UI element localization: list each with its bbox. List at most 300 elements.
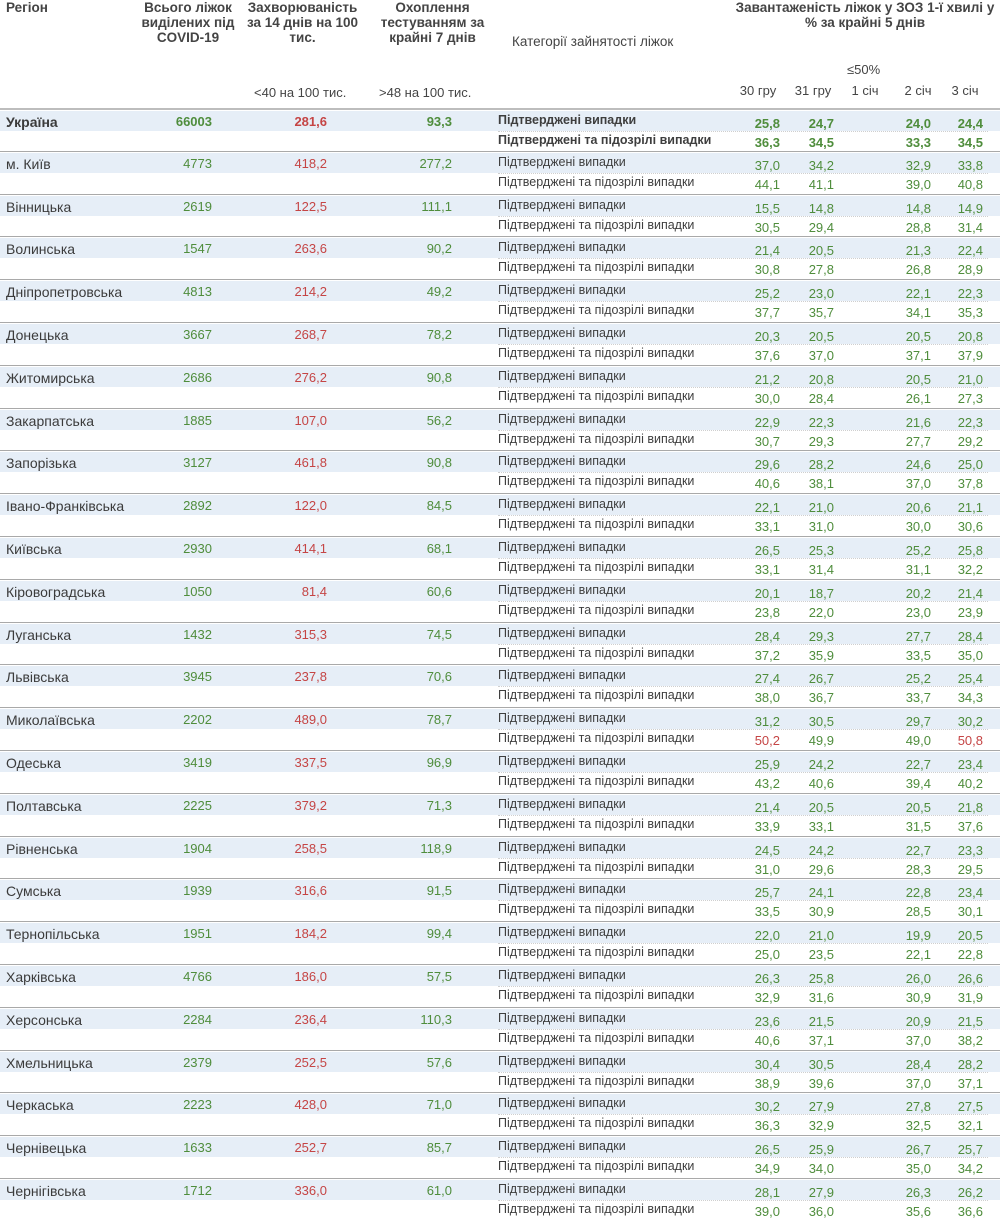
incidence-value: 336,0	[294, 1183, 327, 1198]
load-suspected-value: 30,9	[808, 904, 834, 920]
load-suspected-value: 29,2	[957, 433, 983, 449]
load-suspected-value: 50,8	[957, 733, 983, 749]
load-suspected-value: 33,5	[754, 904, 780, 920]
testing-header: Охоплення тестуванням за крайні 7 днів	[380, 0, 485, 45]
category-suspected: Підтверджені та підозрілі випадки	[498, 988, 695, 1002]
load-suspected-value: 30,0	[754, 390, 780, 406]
load-suspected-value: 33,1	[754, 562, 780, 577]
load-suspected-value: 37,0	[905, 476, 931, 492]
load-suspected-value: 23,0	[905, 604, 931, 620]
table-row	[0, 1050, 1000, 1094]
beds-value: 1547	[183, 241, 212, 257]
incidence-value: 315,3	[294, 626, 327, 642]
load-confirmed-value: 28,4	[754, 628, 780, 644]
load-suspected-value: 49,9	[808, 733, 834, 749]
table-row	[0, 236, 1000, 280]
load-suspected-value: 38,2	[957, 1032, 983, 1048]
category-confirmed: Підтверджені випадки	[498, 326, 626, 340]
incidence-value: 263,6	[294, 241, 327, 257]
load-suspected-value: 33,1	[808, 818, 834, 834]
load-suspected-value: 37,1	[808, 1032, 834, 1048]
load-suspected-value: 34,0	[808, 1161, 834, 1177]
load-suspected-value: 29,6	[808, 861, 834, 877]
beds-value: 1951	[183, 926, 212, 942]
testing-value: 57,5	[426, 969, 452, 984]
row-divider	[498, 644, 988, 645]
load-suspected-value: 28,9	[957, 262, 983, 278]
load-confirmed-value: 23,0	[808, 286, 834, 302]
load-confirmed-value: 29,6	[754, 457, 780, 473]
load-suspected-value: 32,2	[957, 562, 983, 577]
testing-value: 78,7	[426, 712, 452, 728]
load-confirmed-value: 25,4	[957, 671, 983, 687]
load-suspected-value: 30,5	[754, 219, 780, 235]
category-confirmed: Підтверджені випадки	[498, 540, 626, 554]
category-suspected: Підтверджені та підозрілі випадки	[498, 859, 695, 874]
region-name: Київська	[6, 541, 62, 557]
load-suspected-value: 27,7	[905, 433, 931, 449]
row-divider	[498, 1072, 988, 1073]
load-suspected-value: 22,8	[957, 947, 983, 963]
table-row	[0, 108, 1000, 153]
load-confirmed-value: 22,1	[754, 500, 780, 516]
row-divider	[498, 558, 988, 559]
load-suspected-value: 39,6	[808, 1075, 834, 1091]
load-confirmed-value: 27,7	[905, 628, 931, 644]
testing-value: 57,6	[426, 1054, 452, 1070]
load-confirmed-value: 20,2	[905, 585, 931, 601]
load-confirmed-value: 20,8	[808, 371, 834, 387]
load-suspected-value: 36,0	[808, 1204, 834, 1219]
beds-value: 4773	[183, 155, 212, 171]
load-confirmed-value: 19,9	[905, 928, 931, 944]
testing-value: 93,3	[426, 114, 452, 129]
incidence-value: 428,0	[294, 1097, 327, 1113]
incidence-value: 184,2	[294, 926, 327, 942]
table-header	[0, 0, 1000, 108]
region-name: Вінницька	[6, 198, 72, 215]
testing-threshold: >48 на 100 тис.	[379, 85, 472, 100]
load-suspected-value: 35,6	[905, 1204, 931, 1219]
region-name: Кіровоградська	[6, 583, 106, 600]
region-name: Харківська	[6, 969, 76, 985]
day-header: 31 гру	[794, 83, 832, 98]
region-name: Тернопільська	[6, 926, 100, 943]
load-confirmed-value: 14,9	[957, 200, 983, 216]
load-confirmed-value: 22,0	[754, 928, 780, 944]
testing-value: 68,1	[426, 541, 452, 556]
category-confirmed: Підтверджені випадки	[498, 283, 626, 298]
load-suspected-value: 34,5	[957, 135, 983, 150]
row-divider	[498, 131, 988, 132]
load-confirmed-value: 22,3	[957, 414, 983, 430]
load-confirmed-value: 20,6	[905, 500, 931, 516]
beds-value: 2225	[183, 797, 212, 813]
table-row	[0, 194, 1000, 238]
load-suspected-value: 37,8	[957, 476, 983, 492]
load-confirmed-value: 28,2	[957, 1056, 983, 1072]
incidence-value: 81,4	[301, 583, 327, 599]
category-suspected: Підтверджені та підозрілі випадки	[498, 431, 695, 446]
load-suspected-value: 28,4	[808, 390, 834, 406]
region-name: Херсонська	[6, 1011, 83, 1028]
load-confirmed-value: 21,2	[754, 371, 780, 387]
load-confirmed-value: 21,4	[754, 799, 780, 815]
category-confirmed: Підтверджені випадки	[498, 497, 626, 512]
row-divider	[498, 858, 988, 859]
load-suspected-value: 37,6	[957, 818, 983, 834]
table-row	[0, 493, 1000, 537]
load-suspected-value: 36,6	[957, 1204, 983, 1219]
beds-value: 66003	[175, 114, 212, 129]
load-suspected-value: 38,1	[808, 476, 834, 492]
category-confirmed: Підтверджені випадки	[498, 1096, 626, 1111]
load-suspected-value: 29,3	[808, 433, 834, 449]
table-row	[0, 1092, 1000, 1136]
table-row	[0, 279, 1000, 323]
incidence-value: 414,1	[294, 541, 327, 556]
category-confirmed: Підтверджені випадки	[498, 625, 626, 640]
category-confirmed: Підтверджені випадки	[498, 925, 626, 940]
load-suspected-value: 32,1	[957, 1118, 983, 1134]
load-suspected-value: 36,7	[808, 690, 834, 706]
category-suspected: Підтверджені та підозрілі випадки	[498, 816, 695, 831]
incidence-value: 122,5	[294, 198, 327, 214]
beds-value: 2686	[183, 369, 212, 385]
load-confirmed-value: 27,9	[808, 1185, 834, 1200]
beds-value: 2930	[183, 541, 212, 556]
load-confirmed-value: 32,9	[905, 157, 931, 173]
load-confirmed-value: 21,0	[957, 371, 983, 387]
beds-value: 1904	[183, 840, 212, 856]
load-suspected-value: 26,1	[905, 390, 931, 406]
row-divider	[498, 900, 988, 901]
category-suspected: Підтверджені та підозрілі випадки	[498, 645, 695, 660]
beds-value: 3419	[183, 755, 212, 770]
load-confirmed-value: 25,7	[957, 1142, 983, 1158]
load-confirmed-value: 24,7	[808, 116, 834, 131]
category-suspected: Підтверджені та підозрілі випадки	[498, 688, 695, 703]
load-confirmed-value: 30,2	[754, 1099, 780, 1115]
load-confirmed-value: 34,2	[808, 157, 834, 173]
category-suspected: Підтверджені та підозрілі випадки	[498, 602, 695, 617]
table-row	[0, 579, 1000, 623]
load-confirmed-value: 28,4	[957, 628, 983, 644]
beds-value: 4766	[183, 969, 212, 984]
load-confirmed-value: 25,9	[754, 757, 780, 772]
testing-value: 277,2	[419, 155, 452, 171]
table-row	[0, 836, 1000, 880]
load-suspected-value: 31,4	[808, 562, 834, 577]
testing-value: 71,0	[426, 1097, 452, 1113]
category-confirmed: Підтверджені випадки	[498, 1053, 626, 1068]
load-suspected-value: 49,0	[905, 733, 931, 749]
row-divider	[498, 1029, 988, 1030]
category-confirmed: Підтверджені випадки	[498, 154, 626, 169]
region-name: Україна	[6, 114, 58, 130]
load-suspected-value: 30,7	[754, 433, 780, 449]
beds-value: 2379	[183, 1054, 212, 1070]
category-confirmed: Підтверджені випадки	[498, 754, 626, 768]
load-confirmed-value: 21,6	[905, 414, 931, 430]
load-suspected-value: 27,8	[808, 262, 834, 278]
load-confirmed-value: 22,3	[808, 414, 834, 430]
load-suspected-value: 40,6	[754, 476, 780, 492]
testing-value: 60,6	[426, 583, 452, 599]
day-header: 2 січ	[904, 83, 932, 98]
load-suspected-value: 28,3	[905, 861, 931, 877]
load-suspected-value: 31,5	[905, 818, 931, 834]
beds-value: 4813	[183, 284, 212, 300]
region-name: Рівненська	[6, 840, 78, 857]
load-suspected-value: 33,5	[905, 647, 931, 663]
load-suspected-value: 23,8	[754, 604, 780, 620]
row-divider	[498, 986, 988, 987]
load-suspected-value: 23,5	[808, 947, 834, 963]
load-confirmed-value: 26,0	[905, 971, 931, 986]
load-suspected-value: 31,0	[808, 519, 834, 535]
table-row	[0, 750, 1000, 794]
load-confirmed-value: 15,5	[754, 200, 780, 216]
load-confirmed-value: 20,5	[957, 928, 983, 944]
load-suspected-value: 34,1	[905, 305, 931, 321]
load-confirmed-value: 20,5	[905, 329, 931, 344]
load-confirmed-value: 22,1	[905, 286, 931, 302]
load-confirmed-value: 20,8	[957, 329, 983, 344]
incidence-header: Захворюваність за 14 днів на 100 тис.	[246, 0, 359, 45]
beds-value: 1050	[183, 583, 212, 599]
load-confirmed-value: 21,1	[957, 500, 983, 516]
category-suspected: Підтверджені та підозрілі випадки	[498, 731, 695, 746]
load-confirmed-value: 25,2	[905, 671, 931, 687]
region-name: Луганська	[6, 626, 72, 643]
load-confirmed-value: 25,0	[957, 457, 983, 473]
load-suspected-value: 31,1	[905, 562, 931, 577]
row-divider	[498, 601, 988, 602]
region-name: Чернівецька	[6, 1140, 87, 1157]
row-divider	[498, 344, 988, 345]
incidence-value: 379,2	[294, 797, 327, 813]
beds-value: 2619	[183, 198, 212, 214]
load-confirmed-value: 14,8	[808, 200, 834, 216]
beds-value: 2202	[183, 712, 212, 728]
testing-value: 90,8	[426, 369, 452, 385]
row-divider	[498, 815, 988, 816]
category-confirmed: Підтверджені випадки	[498, 113, 637, 127]
category-confirmed: Підтверджені випадки	[498, 1010, 626, 1025]
incidence-value: 236,4	[294, 1011, 327, 1027]
table-row	[0, 322, 1000, 366]
load-confirmed-value: 22,9	[754, 414, 780, 430]
load-confirmed-value: 24,1	[808, 885, 834, 901]
table-row	[0, 878, 1000, 922]
row-divider	[498, 943, 988, 944]
testing-value: 56,2	[426, 412, 452, 428]
row-divider	[498, 686, 988, 687]
load-confirmed-value: 37,0	[754, 157, 780, 173]
load-suspected-value: 37,1	[905, 348, 931, 363]
incidence-value: 337,5	[294, 755, 327, 770]
load-suspected-value: 30,0	[905, 519, 931, 535]
load-suspected-value: 41,1	[808, 176, 834, 192]
category-confirmed: Підтверджені випадки	[498, 796, 626, 811]
load-confirmed-value: 20,1	[754, 585, 780, 601]
category-suspected: Підтверджені та підозрілі випадки	[498, 1202, 695, 1216]
load-confirmed-value: 33,8	[957, 157, 983, 173]
load-suspected-value: 43,2	[754, 776, 780, 791]
region-name: Запорізька	[6, 455, 77, 472]
beds-value: 1633	[183, 1140, 212, 1156]
row-divider	[498, 258, 988, 259]
row-divider	[498, 301, 988, 302]
load-confirmed-value: 24,5	[754, 842, 780, 858]
load-confirmed-value: 20,5	[808, 243, 834, 259]
load-suspected-value: 37,0	[905, 1075, 931, 1091]
load-confirmed-value: 20,5	[808, 799, 834, 815]
load-suspected-value: 39,0	[905, 176, 931, 192]
load-confirmed-value: 20,9	[905, 1013, 931, 1029]
load-confirmed-value: 21,0	[808, 928, 834, 944]
load-confirmed-value: 25,2	[905, 543, 931, 558]
load-suspected-value: 40,6	[754, 1032, 780, 1048]
incidence-value: 276,2	[294, 369, 327, 385]
row-divider	[498, 430, 988, 431]
region-header: Регіон	[6, 0, 48, 15]
load-confirmed-value: 23,3	[957, 842, 983, 858]
load-suspected-value: 35,0	[957, 647, 983, 663]
category-suspected: Підтверджені та підозрілі випадки	[498, 133, 712, 147]
load-suspected-value: 38,9	[754, 1075, 780, 1091]
load-suspected-value: 33,9	[754, 818, 780, 834]
load-suspected-value: 22,1	[905, 947, 931, 963]
load-confirmed-value: 27,4	[754, 671, 780, 687]
region-name: Хмельницька	[6, 1054, 93, 1071]
load-confirmed-value: 30,2	[957, 714, 983, 730]
table-row	[0, 408, 1000, 452]
category-confirmed: Підтверджені випадки	[498, 882, 626, 897]
table-row	[0, 1178, 1000, 1222]
load-confirmed-value: 28,2	[808, 457, 834, 473]
load-confirmed-value: 26,2	[957, 1185, 983, 1200]
load-suspected-value: 33,1	[754, 519, 780, 535]
day-header: 1 січ	[851, 83, 879, 98]
region-name: Закарпатська	[6, 412, 95, 429]
load-confirmed-value: 27,8	[905, 1099, 931, 1115]
region-name: Івано-Франківська	[6, 498, 125, 515]
load-confirmed-value: 26,5	[754, 1142, 780, 1158]
load-suspected-value: 34,5	[808, 135, 834, 150]
table-row	[0, 151, 1000, 195]
incidence-value: 258,5	[294, 840, 327, 856]
load-suspected-value: 37,7	[754, 305, 780, 321]
incidence-value: 107,0	[294, 412, 327, 428]
region-name: Житомирська	[6, 369, 95, 386]
load-suspected-value: 40,8	[957, 176, 983, 192]
load-confirmed-value: 24,2	[808, 842, 834, 858]
region-name: Черкаська	[6, 1097, 74, 1114]
load-confirmed-value: 20,3	[754, 329, 780, 344]
load-suspected-value: 35,9	[808, 647, 834, 663]
load-suspected-value: 27,3	[957, 390, 983, 406]
load-confirmed-value: 30,5	[808, 714, 834, 730]
load-suspected-value: 37,1	[957, 1075, 983, 1091]
testing-value: 71,3	[426, 797, 452, 813]
load-confirmed-value: 23,4	[957, 885, 983, 901]
beds-value: 3667	[183, 327, 212, 342]
category-suspected: Підтверджені та підозрілі випадки	[498, 560, 695, 574]
load-suspected-value: 34,2	[957, 1161, 983, 1177]
row-divider	[498, 472, 988, 473]
row-divider	[498, 173, 988, 174]
load-suspected-value: 44,1	[754, 176, 780, 192]
beds-header: Всього ліжок виділених під COVID-19	[141, 0, 235, 45]
load-suspected-value: 22,0	[808, 604, 834, 620]
load-confirmed-value: 26,5	[754, 543, 780, 558]
category-suspected: Підтверджені та підозрілі випадки	[498, 217, 695, 232]
load-suspected-value: 50,2	[754, 733, 780, 749]
category-suspected: Підтверджені та підозрілі випадки	[498, 346, 695, 360]
load-suspected-value: 32,9	[808, 1118, 834, 1134]
table-row	[0, 964, 1000, 1008]
testing-value: 61,0	[426, 1183, 452, 1198]
category-suspected: Підтверджені та підозрілі випадки	[498, 303, 695, 318]
load-confirmed-value: 24,4	[957, 116, 983, 131]
category-suspected: Підтверджені та підозрілі випадки	[498, 774, 695, 788]
category-suspected: Підтверджені та підозрілі випадки	[498, 945, 695, 960]
load-suspected-value: 29,4	[808, 219, 834, 235]
table-row	[0, 707, 1000, 751]
testing-value: 70,6	[426, 669, 452, 685]
row-divider	[498, 216, 988, 217]
load-suspected-value: 35,7	[808, 305, 834, 321]
load-suspected-value: 40,2	[957, 776, 983, 791]
load-confirmed-value: 29,7	[905, 714, 931, 730]
load-confirmed-value: 20,5	[808, 329, 834, 344]
category-confirmed: Підтверджені випадки	[498, 968, 626, 982]
category-suspected: Підтверджені та підозрілі випадки	[498, 474, 695, 489]
load-confirmed-value: 25,3	[808, 543, 834, 558]
testing-value: 49,2	[426, 284, 452, 300]
testing-value: 91,5	[426, 883, 452, 899]
table-row	[0, 1135, 1000, 1179]
load-suspected-value: 28,8	[905, 219, 931, 235]
load-confirmed-value: 20,5	[905, 371, 931, 387]
table-row	[0, 536, 1000, 580]
incidence-threshold: <40 на 100 тис.	[254, 85, 347, 100]
beds-value: 1432	[183, 626, 212, 642]
load-confirmed-value: 28,4	[905, 1056, 931, 1072]
region-name: Донецька	[6, 327, 69, 343]
load-suspected-value: 30,1	[957, 904, 983, 920]
incidence-value: 186,0	[294, 969, 327, 984]
load-confirmed-value: 26,7	[808, 671, 834, 687]
load-confirmed-value: 22,3	[957, 286, 983, 302]
incidence-value: 252,7	[294, 1140, 327, 1156]
category-confirmed: Підтверджені випадки	[498, 1182, 626, 1196]
day-header: 3 січ	[951, 83, 979, 98]
row-divider	[498, 515, 988, 516]
load-suspected-value: 30,8	[754, 262, 780, 278]
load-suspected-value: 38,0	[754, 690, 780, 706]
load-suspected-value: 26,8	[905, 262, 931, 278]
table-row	[0, 1007, 1000, 1051]
table-row	[0, 450, 1000, 494]
load-suspected-value: 35,3	[957, 305, 983, 321]
load-suspected-value: 25,0	[754, 947, 780, 963]
load-confirmed-value: 31,2	[754, 714, 780, 730]
load-confirmed-value: 20,5	[905, 799, 931, 815]
testing-value: 90,2	[426, 241, 452, 257]
